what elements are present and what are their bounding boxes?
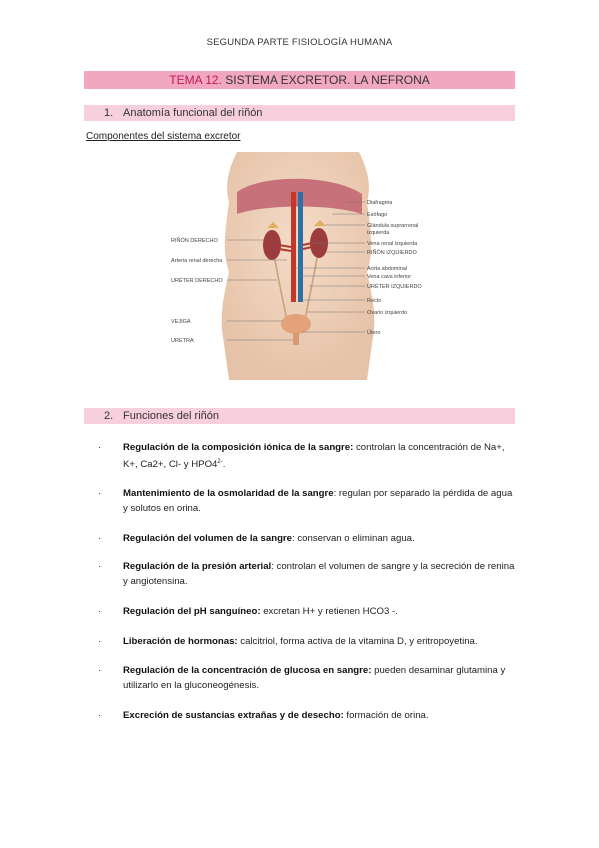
- aorta: [291, 192, 296, 302]
- vena-cava: [298, 192, 303, 302]
- label-vejiga: VEJIGA: [171, 319, 191, 325]
- label-ureter-derecho: URÉTER DERECHO: [171, 278, 223, 284]
- item-text: excretan H+ y retienen HCO3 -.: [260, 606, 398, 617]
- item-superscript: 2-: [217, 459, 223, 465]
- item-term: Mantenimiento de la osmolaridad de la sangre: [123, 488, 334, 499]
- label-ureter-izquierdo: URÉTER IZQUIERDO: [367, 284, 422, 290]
- item-term: Regulación de la composición iónica de la sangre:: [123, 442, 354, 453]
- label-glandula: Glándula suprarrenal: [367, 223, 419, 229]
- item-text: pueden desaminar glutamina y utilizarlo en la gluconeogénesis.: [123, 665, 506, 691]
- label-vena-renal: Vena renal izquierda: [367, 241, 418, 247]
- section-heading-anatomy: [84, 105, 515, 121]
- label-vena-cava: Vena cava inferior: [367, 274, 412, 280]
- urethra: [293, 333, 299, 345]
- label-rinon-derecho: RIÑÓN DERECHO: [171, 238, 218, 244]
- item-text: formación de orina.: [343, 710, 429, 721]
- item-term: Regulación de la presión arterial: [123, 561, 272, 572]
- excretory-system-figure: [167, 152, 429, 380]
- bullet: ·: [98, 606, 102, 617]
- bullet: ·: [98, 488, 102, 499]
- bullet: ·: [98, 665, 102, 676]
- section-title: Anatomía funcional del riñón: [123, 107, 263, 119]
- label-esofago: Esófago: [367, 212, 388, 218]
- item-term: Liberación de hormonas:: [123, 636, 238, 647]
- label-aorta: Aorta abdominal: [367, 266, 408, 272]
- topic-title: [84, 71, 515, 89]
- section-heading-functions: [84, 408, 515, 424]
- label-rinon-izquierdo: RIÑÓN IZQUIERDO: [367, 250, 417, 256]
- bullet: ·: [98, 442, 102, 453]
- bullet: ·: [98, 533, 102, 544]
- item-text: calcitriol, forma activa de la vitamina D, y eritropoyetina.: [237, 636, 478, 647]
- right-kidney: [263, 230, 281, 260]
- item-term: Regulación de la concentración de glucosa en sangre:: [123, 665, 372, 676]
- item-term: Regulación del pH sanguíneo:: [123, 606, 261, 617]
- bladder: [281, 314, 311, 334]
- label-glandula-2: izquierda: [367, 230, 390, 236]
- item-term: Regulación del volumen de la sangre: [123, 533, 293, 544]
- section-title: Funciones del riñón: [123, 410, 220, 422]
- label-recto: Recto: [367, 298, 382, 304]
- item-text: controlan la concentración de Na+, K+, Ca2+, Cl- y HPO4: [123, 442, 505, 471]
- item-term: Excreción de sustancias extrañas y de desecho:: [123, 710, 344, 721]
- figure-subheading: Componentes del sistema excretor: [86, 131, 241, 142]
- bullet: ·: [98, 636, 102, 647]
- label-utero: Útero: [367, 330, 381, 336]
- bullet: ·: [98, 561, 102, 572]
- section-number: 2.: [104, 410, 114, 422]
- bullet: ·: [98, 710, 102, 721]
- label-ovario: Ovario izquierdo: [367, 310, 408, 316]
- label-arteria-renal: Arteria renal derecha: [171, 258, 223, 264]
- item-text: : regulan por separado la pérdida de agua y solutos en orina.: [123, 488, 513, 514]
- section-number: 1.: [104, 107, 114, 119]
- label-uretra: URETRA: [171, 338, 194, 344]
- item-text: : conservan o eliminan agua.: [292, 533, 415, 544]
- item-text: : controlan el volumen de sangre y la secreción de renina y angiotensina.: [123, 561, 515, 587]
- topic-title-text: SISTEMA EXCRETOR. LA NEFRONA: [221, 73, 430, 87]
- label-diafragma: Diafragma: [367, 200, 393, 206]
- running-header: SEGUNDA PARTE FISIOLOGÍA HUMANA: [206, 37, 393, 48]
- topic-number: TEMA 12.: [169, 73, 222, 87]
- item-tail: .: [222, 459, 226, 471]
